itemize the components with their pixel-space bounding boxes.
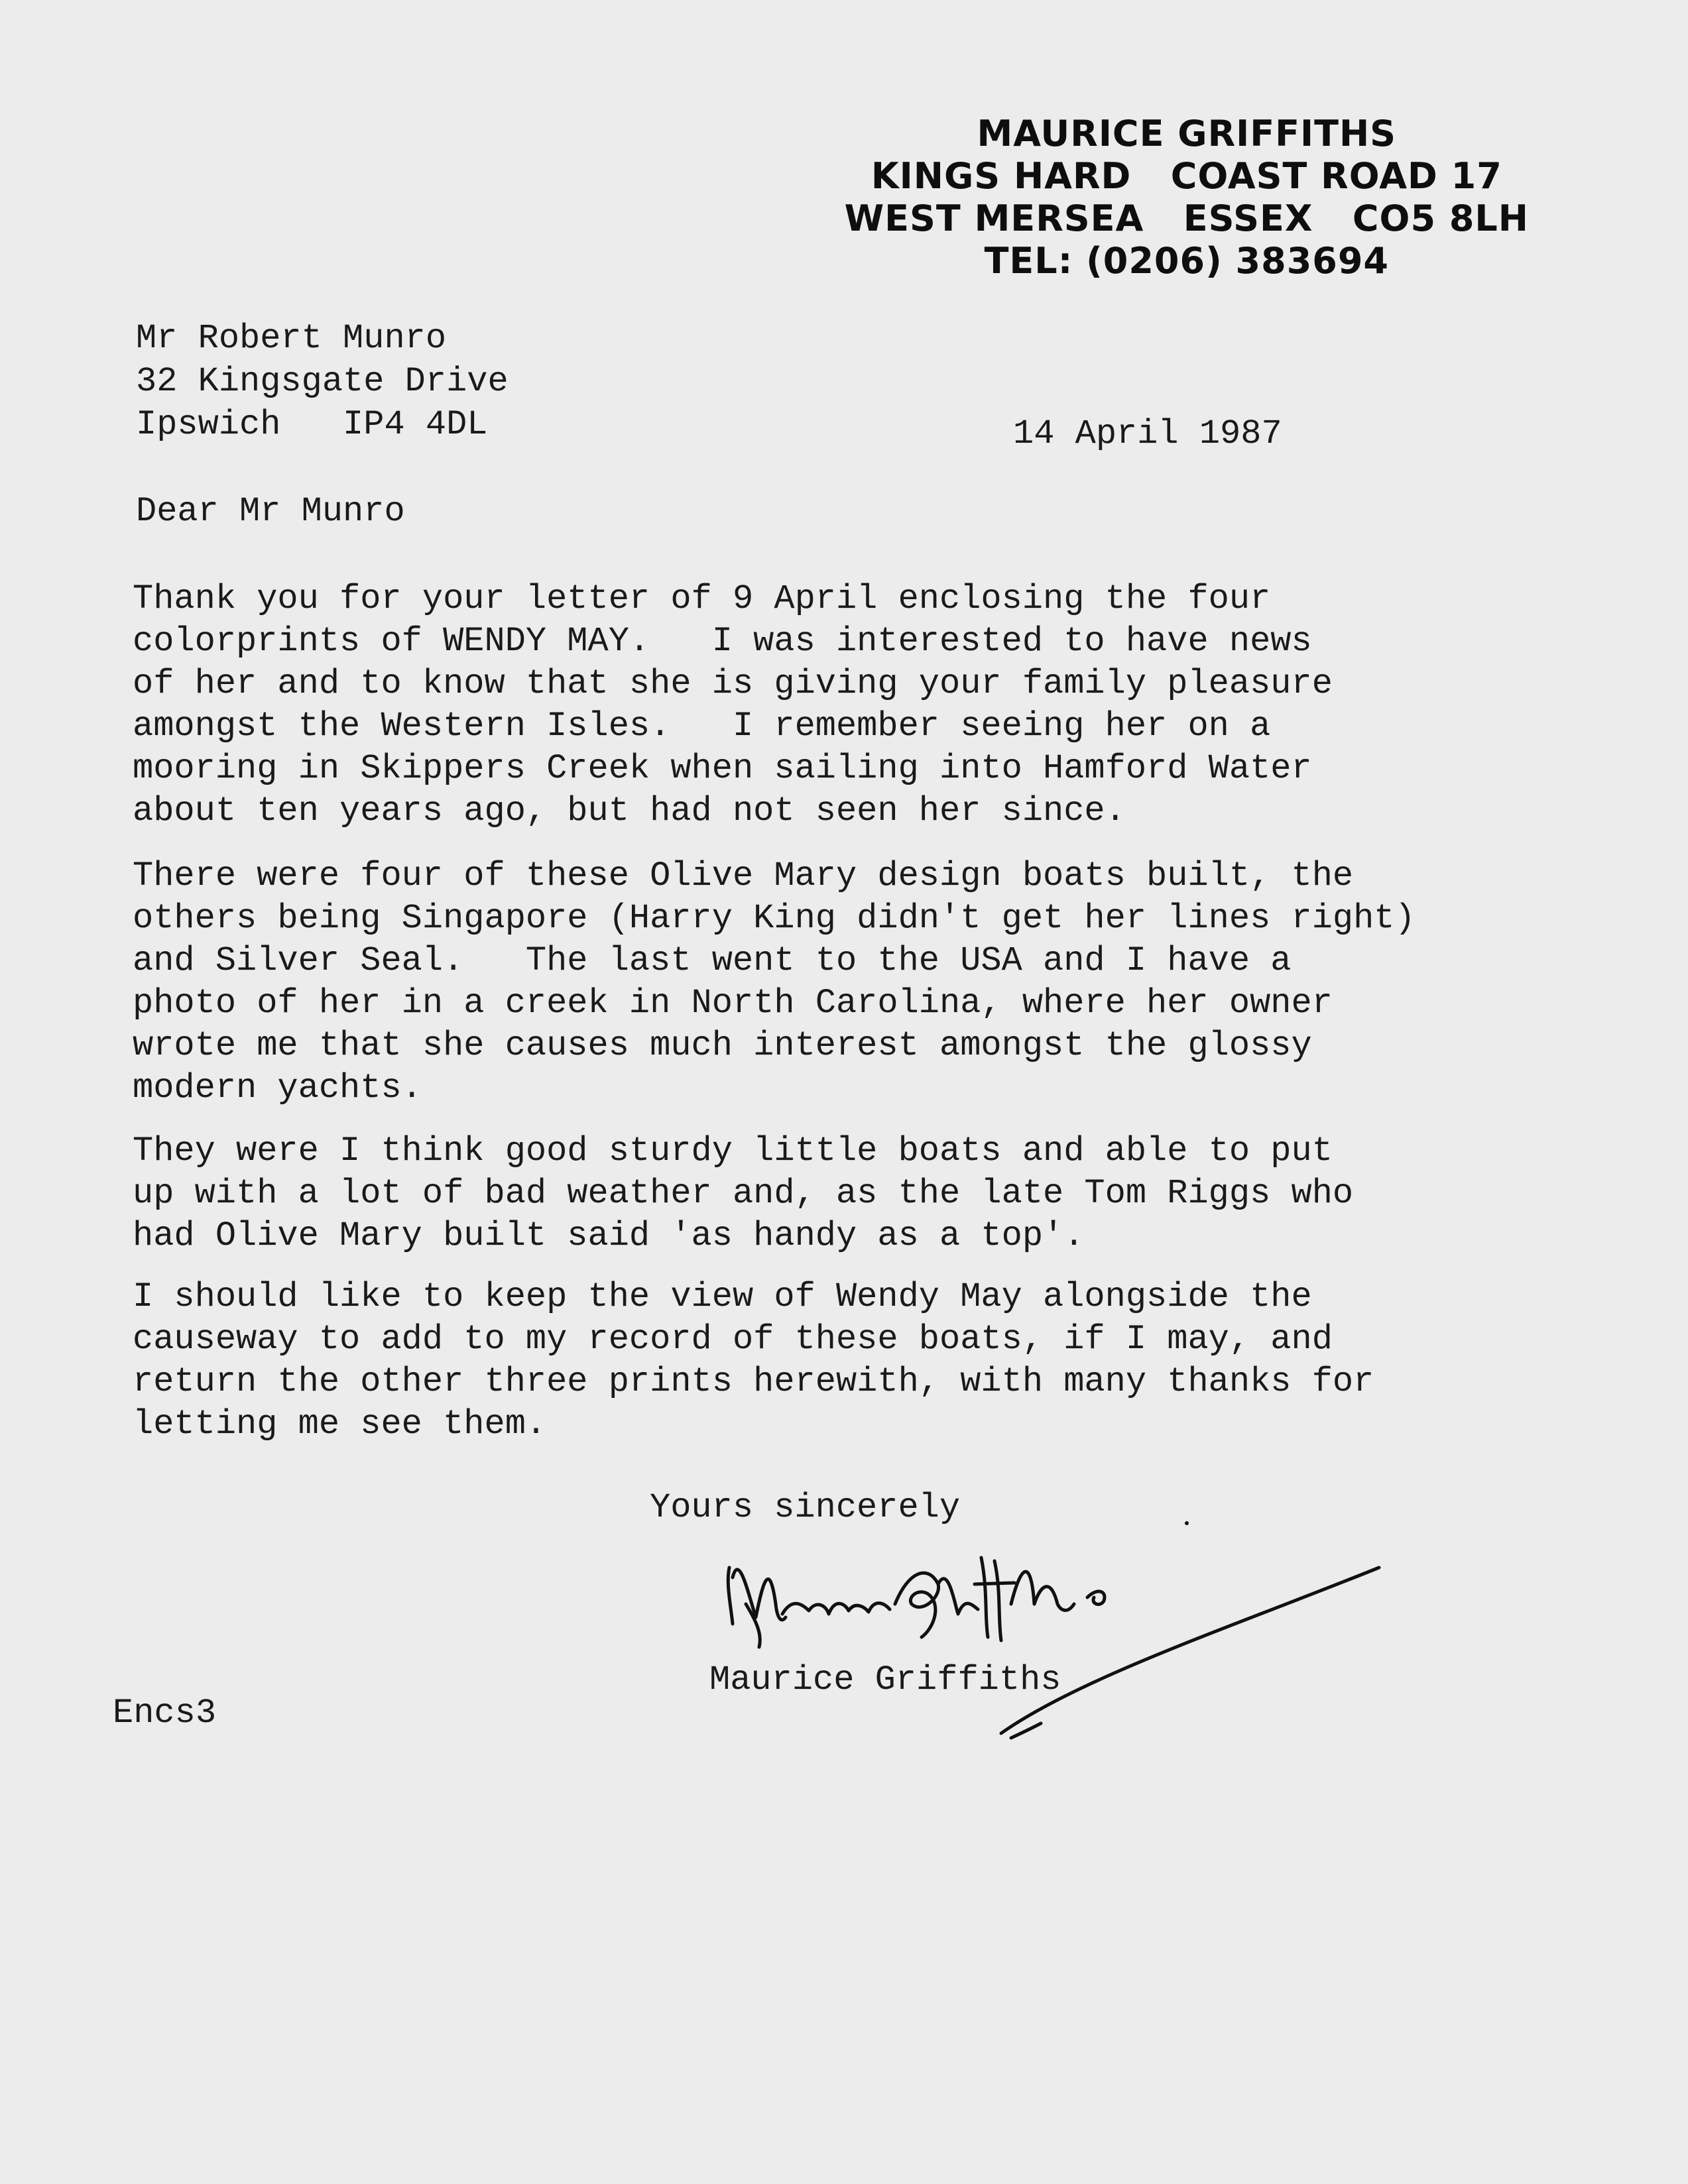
letter-date: 14 April 1987 <box>1013 414 1282 453</box>
recipient-town: Ipswich IP4 4DL <box>136 405 488 444</box>
body-line: They were I think good sturdy little boats and able to put <box>133 1131 1333 1171</box>
body-line: others being Singapore (Harry King didn't get her lines right) <box>133 899 1416 938</box>
handwritten-signature <box>709 1505 1392 1770</box>
letterhead <box>845 113 1529 282</box>
body-line: colorprints of WENDY MAY. I was interested to have news <box>133 622 1312 661</box>
closing: Yours sincerely <box>650 1488 961 1527</box>
body-line: return the other three prints herewith, with many thanks for <box>133 1362 1374 1401</box>
body-line: had Olive Mary built said 'as handy as a top'. <box>133 1216 1085 1255</box>
recipient-address <box>136 317 509 446</box>
body-line: mooring in Skippers Creek when sailing into Hamford Water <box>133 749 1312 788</box>
typed-signatory-name: Maurice Griffiths <box>709 1660 1061 1699</box>
body-line: up with a lot of bad weather and, as the late Tom Riggs who <box>133 1174 1354 1213</box>
salutation: Dear Mr Munro <box>136 492 405 531</box>
body-line: wrote me that she causes much interest amongst the glossy <box>133 1026 1312 1065</box>
body-line: letting me see them. <box>133 1405 547 1444</box>
body-line: about ten years ago, but had not seen her since. <box>133 791 1126 831</box>
body-line: photo of her in a creek in North Carolina, where her owner <box>133 984 1333 1023</box>
body-line: and Silver Seal. The last went to the USA and I have a <box>133 941 1292 980</box>
body-line: causeway to add to my record of these boats, if I may, and <box>133 1320 1333 1359</box>
body-paragraph-3 <box>133 1130 1353 1257</box>
body-line: of her and to know that she is giving your family pleasure <box>133 664 1333 703</box>
body-paragraph-1 <box>133 578 1333 833</box>
letterhead-telephone: TEL: (0206) 383694 <box>984 240 1389 282</box>
letterhead-address-line2: WEST MERSEA ESSEX CO5 8LH <box>844 198 1529 239</box>
letterhead-name: MAURICE GRIFFITHS <box>977 113 1397 154</box>
body-line: modern yachts. <box>133 1068 422 1108</box>
body-paragraph-2 <box>133 855 1416 1110</box>
enclosures-note: Encs3 <box>113 1694 217 1733</box>
body-line: I should like to keep the view of Wendy May alongside the <box>133 1277 1312 1316</box>
body-line: There were four of these Olive Mary design boats built, the <box>133 856 1354 895</box>
letterhead-address-line1: KINGS HARD COAST ROAD 17 <box>871 155 1502 197</box>
body-paragraph-4 <box>133 1276 1374 1446</box>
recipient-street: 32 Kingsgate Drive <box>136 362 509 401</box>
body-line: amongst the Western Isles. I remember seeing her on a <box>133 707 1271 746</box>
recipient-name: Mr Robert Munro <box>136 319 447 358</box>
body-line: Thank you for your letter of 9 April enclosing the four <box>133 579 1271 618</box>
